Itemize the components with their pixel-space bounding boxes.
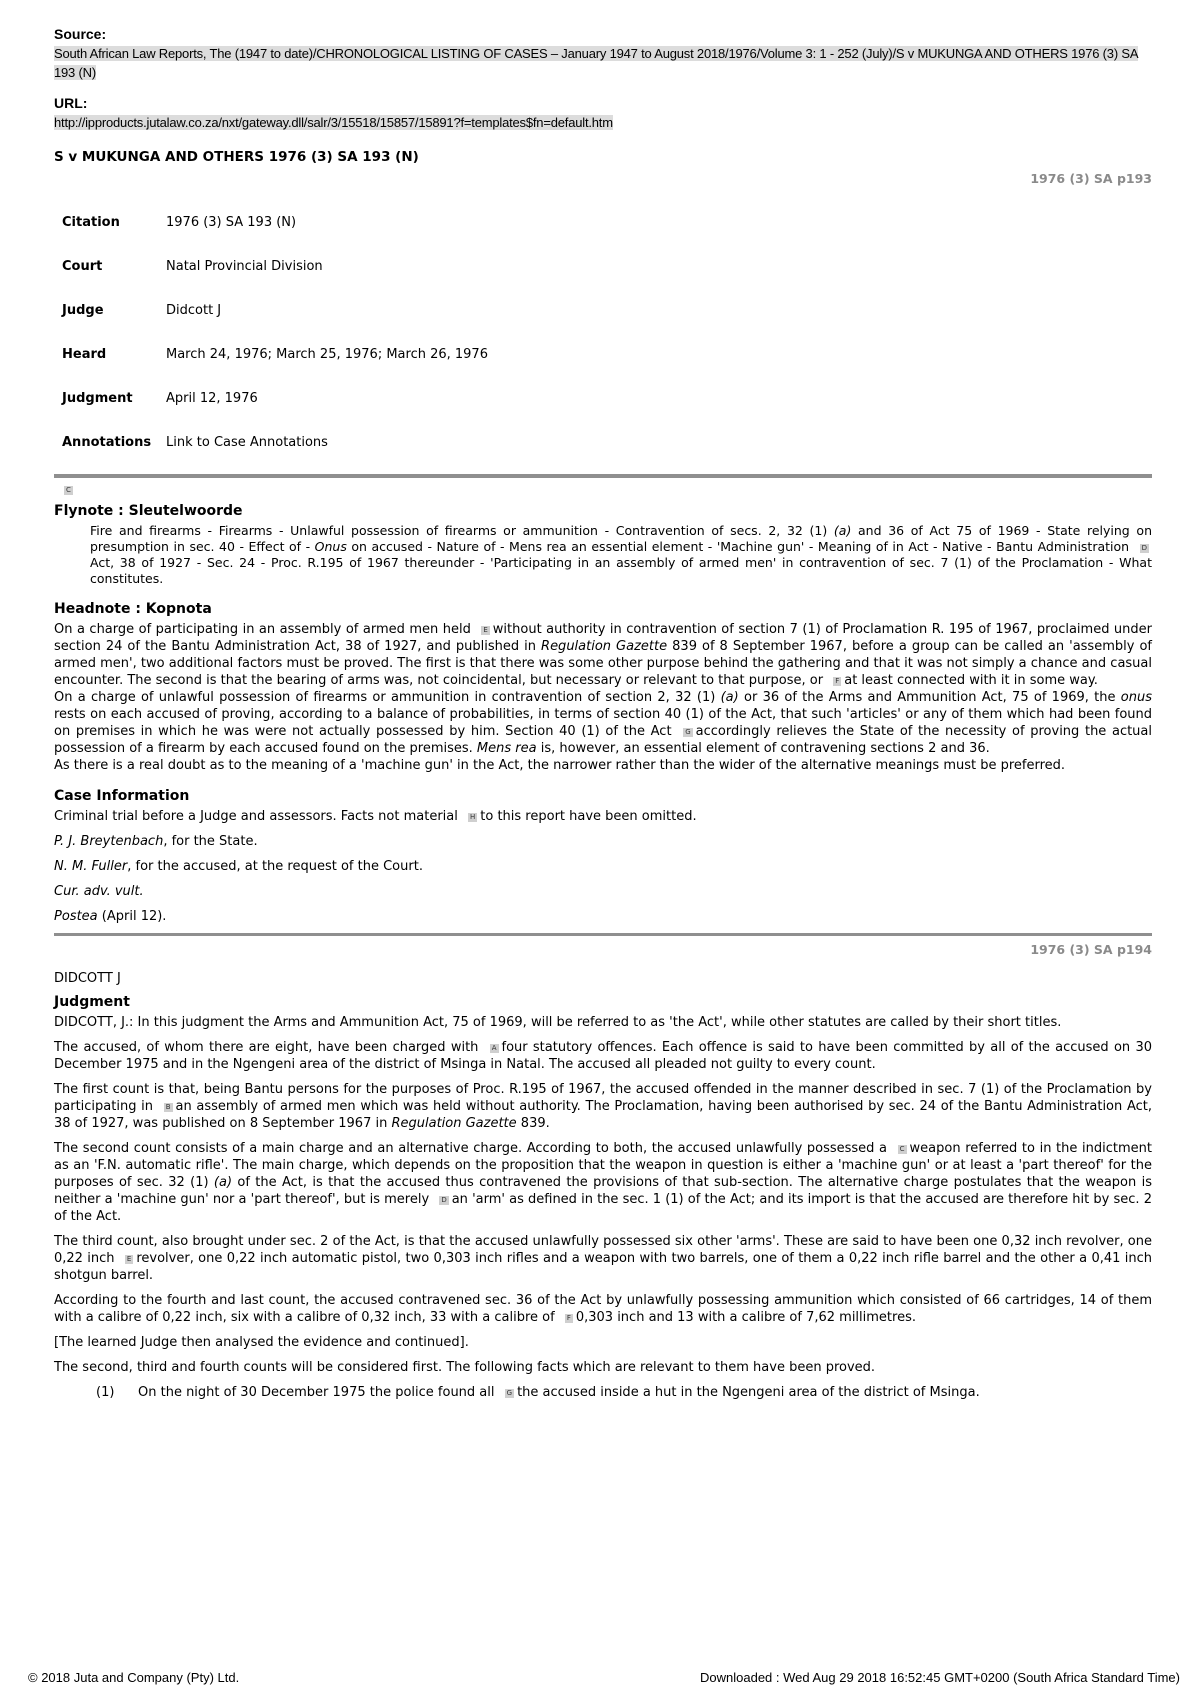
copyright-footer: © 2018 Juta and Company (Pty) Ltd. xyxy=(28,1670,240,1685)
headnote-heading: Headnote : Kopnota xyxy=(54,601,212,617)
document-page xyxy=(54,26,1152,1401)
page-marker-d: D xyxy=(1141,544,1147,552)
url-link[interactable]: http://ipproducts.jutalaw.co.za/nxt/gateway.dll/salr/3/15518/15857/15891?f=templates$fn=default.htm xyxy=(54,115,613,130)
meta-key: Court xyxy=(62,258,103,274)
case-info-line-1: Criminal trial before a Judge and assessors. Facts not material H to this report have been omitted. xyxy=(54,809,697,824)
meta-key: Heard xyxy=(62,346,107,362)
annotations-link[interactable]: Link to Case Annotations xyxy=(166,434,328,450)
case-title: S v MUKUNGA AND OTHERS 1976 (3) SA 193 (N) xyxy=(54,149,419,165)
headnote-para-2: On a charge of unlawful possession of firearms or ammunition in contravention of section 2, 32 (1) (a) or 36 of the Arms and Ammunition Act, 75 of 1969, the onus rests on each accused of proving, according to a balance of probabilities, in terms of section 40 (1) of the Act, that such 'articles' or any of them which had been found on premises in which he was were not actually possessed by him. Section 40 (1) of the Act G accordingly relieves the State of the necessity of proving the actual possession of a firearm by each accused found on the premises. Mens rea is, however, an essential element of contravening sections 2 and 36. xyxy=(54,690,1152,756)
meta-key: Citation xyxy=(62,214,120,230)
headnote-para-1: On a charge of participating in an assembly of armed men held E without authority in contravention of section 7 (1) of Proclamation R. 195 of 1967, proclaimed under section 24 of the Bantu Administration Act, 38 of 1927, and published in Regulation Gazette 839 of 8 September 1967, before a group can be called an 'assembly of armed men', two additional factors must be proved. The first is that there was some other purpose behind the gathering and that it was not simply a chance and casual encounter. The second is that the bearing of arms was, not coincidental, but necessary or relevant to that purpose, or F at least connected with it in some way. xyxy=(54,622,1153,688)
judgment-para-1: DIDCOTT, J.: In this judgment the Arms and Ammunition Act, 75 of 1969, will be referred to as 'the Act', while other statutes are called by their short titles. xyxy=(54,1015,1062,1030)
meta-value: 1976 (3) SA 193 (N) xyxy=(166,214,297,230)
meta-key: Judge xyxy=(62,302,104,318)
page-marker-g: G xyxy=(685,728,691,736)
page-marker-c: C xyxy=(66,486,71,494)
page-marker-b: B xyxy=(165,1103,171,1111)
source-text[interactable]: South African Law Reports, The (1947 to date)/CHRONOLOGICAL LISTING OF CASES – January 1947 to August 2018/1976/Volume 3: 1 - 252 (July)/S v MUKUNGA AND OTHERS 1976 (3) SA 193 (N) xyxy=(54,46,1139,80)
meta-row-court xyxy=(56,244,488,288)
section-divider xyxy=(54,474,1152,478)
meta-row-judgment xyxy=(56,376,488,420)
judgment-para-4: The second count consists of a main charge and an alternative charge. According to both, the accused unlawfully possessed a C weapon referred to in the indictment as an 'F.N. automatic rifle'. The main charge, which depends on the proposition that the weapon in question is either a 'machine gun' or at least a 'part thereof' for the purposes of sec. 32 (1) (a) of the Act, is that the accused thus contravened the provisions of that sub-section. The alternative charge postulates that the weapon is neither a 'machine gun' nor a 'part thereof', but is merely D an 'arm' as defined in the sec. 1 (1) of the Act; and its import is that the accused are therefore hit by sec. 2 of the Act. xyxy=(54,1141,1152,1224)
counsel-accused: N. M. Fuller, for the accused, at the request of the Court. xyxy=(54,859,423,874)
numbered-item-1: (1) On the night of 30 December 1975 the police found all G the accused inside a hut in the Ngengeni area of the district of Msinga. xyxy=(96,1385,980,1400)
page-marker-a: A xyxy=(491,1044,497,1052)
meta-row-judge xyxy=(56,288,488,332)
meta-key: Annotations xyxy=(62,434,152,450)
postea-line: Postea (April 12). xyxy=(54,909,167,924)
meta-row-citation xyxy=(56,200,488,244)
meta-key: Judgment xyxy=(62,390,133,406)
meta-value: Natal Provincial Division xyxy=(166,258,323,274)
page-reference: 1976 (3) SA p193 xyxy=(1030,171,1152,186)
page-marker-h: H xyxy=(470,813,476,821)
flynote-heading: Flynote : Sleutelwoorde xyxy=(54,503,243,519)
meta-row-annotations xyxy=(56,420,488,464)
judgment-para-5: The third count, also brought under sec. 2 of the Act, is that the accused unlawfully possessed six other 'arms'. These are said to have been one 0,32 inch revolver, one 0,22 inch E revolver, one 0,22 inch automatic pistol, two 0,303 inch rifles and a weapon with two barrels, one of them a 0,22 inch rifle barrel and the other a 0,41 inch shotgun barrel. xyxy=(54,1234,1152,1283)
meta-value: March 24, 1976; March 25, 1976; March 26, 1976 xyxy=(166,346,488,362)
url-label: URL: xyxy=(54,95,88,111)
judgment-para-3: The first count is that, being Bantu persons for the purposes of Proc. R.195 of 1967, the accused offended in the manner described in sec. 7 (1) of the Proclamation by participating in B an assembly of armed men which was held without authority. The Proclamation, having been authorised by sec. 24 of the Bantu Administration Act, 38 of 1927, was published on 8 September 1967 in Regulation Gazette 839. xyxy=(54,1082,1152,1131)
meta-row-heard xyxy=(56,332,488,376)
page-marker-g: G xyxy=(506,1389,513,1397)
meta-value: April 12, 1976 xyxy=(166,390,258,406)
source-label: Source: xyxy=(54,26,107,42)
judgment-para-6: According to the fourth and last count, the accused contravened sec. 36 of the Act by unlawfully possessing ammunition which consisted of 66 cartridges, 14 of them with a calibre of 0,22 inch, six with a calibre of 0,32 inch, 33 with a calibre of F 0,303 inch and 13 with a calibre of 7,62 millimetres. xyxy=(54,1293,1152,1325)
headnote-para-3: As there is a real doubt as to the meaning of a 'machine gun' in the Act, the narrower rather than the wider of the alternative meanings must be preferred. xyxy=(54,758,1066,773)
page-reference-2: 1976 (3) SA p194 xyxy=(1030,942,1152,957)
flynote-text: Fire and firearms - Firearms - Unlawful possession of firearms or ammunition - Contravention of secs. 2, 32 (1) (a) and 36 of Act 75 of 1969 - State relying on presumption in sec. 40 - Effect of - Onus on accused - Nature of - Mens rea an essential element - 'Machine gun' - Meaning of in Act - Native - Bantu Administration DAct, 38 of 1927 - Sec. 24 - Proc. R.195 of 1967 thereunder - 'Participating in an assembly of armed men' in contravention of sec. 7 (1) of the Proclamation - What constitutes. xyxy=(90,523,1152,586)
judgment-para-8: The second, third and fourth counts will be considered first. The following facts which are relevant to them have been proved. xyxy=(54,1360,876,1375)
judge-name: DIDCOTT J xyxy=(54,971,121,986)
cur-adv-vult: Cur. adv. vult. xyxy=(54,884,144,899)
judgment-para-7: [The learned Judge then analysed the evidence and continued]. xyxy=(54,1335,469,1350)
meta-value: Didcott J xyxy=(166,302,222,318)
download-timestamp: Downloaded : Wed Aug 29 2018 16:52:45 GMT+0200 (South Africa Standard Time) xyxy=(700,1670,1180,1685)
page-marker-e: E xyxy=(483,626,488,634)
judgment-heading: Judgment xyxy=(54,994,130,1010)
page-marker-e: E xyxy=(126,1255,132,1263)
case-metadata-table xyxy=(56,200,488,464)
page-marker-d: D xyxy=(441,1196,447,1204)
judgment-para-2: The accused, of whom there are eight, have been charged with A four statutory offences. Each offence is said to have been committed by all of the accused on 30 December 1975 and in the Ngengeni area of the district of Msinga in Natal. The accused all pleaded not guilty to every count. xyxy=(54,1040,1152,1072)
page-marker-c: C xyxy=(899,1145,905,1153)
case-information-heading: Case Information xyxy=(54,788,190,804)
page-divider xyxy=(54,933,1152,936)
page-marker-f: F xyxy=(835,677,840,685)
counsel-state: P. J. Breytenbach, for the State. xyxy=(54,834,258,849)
item-number: (1) xyxy=(96,1385,115,1400)
page-marker-f: F xyxy=(566,1314,571,1322)
